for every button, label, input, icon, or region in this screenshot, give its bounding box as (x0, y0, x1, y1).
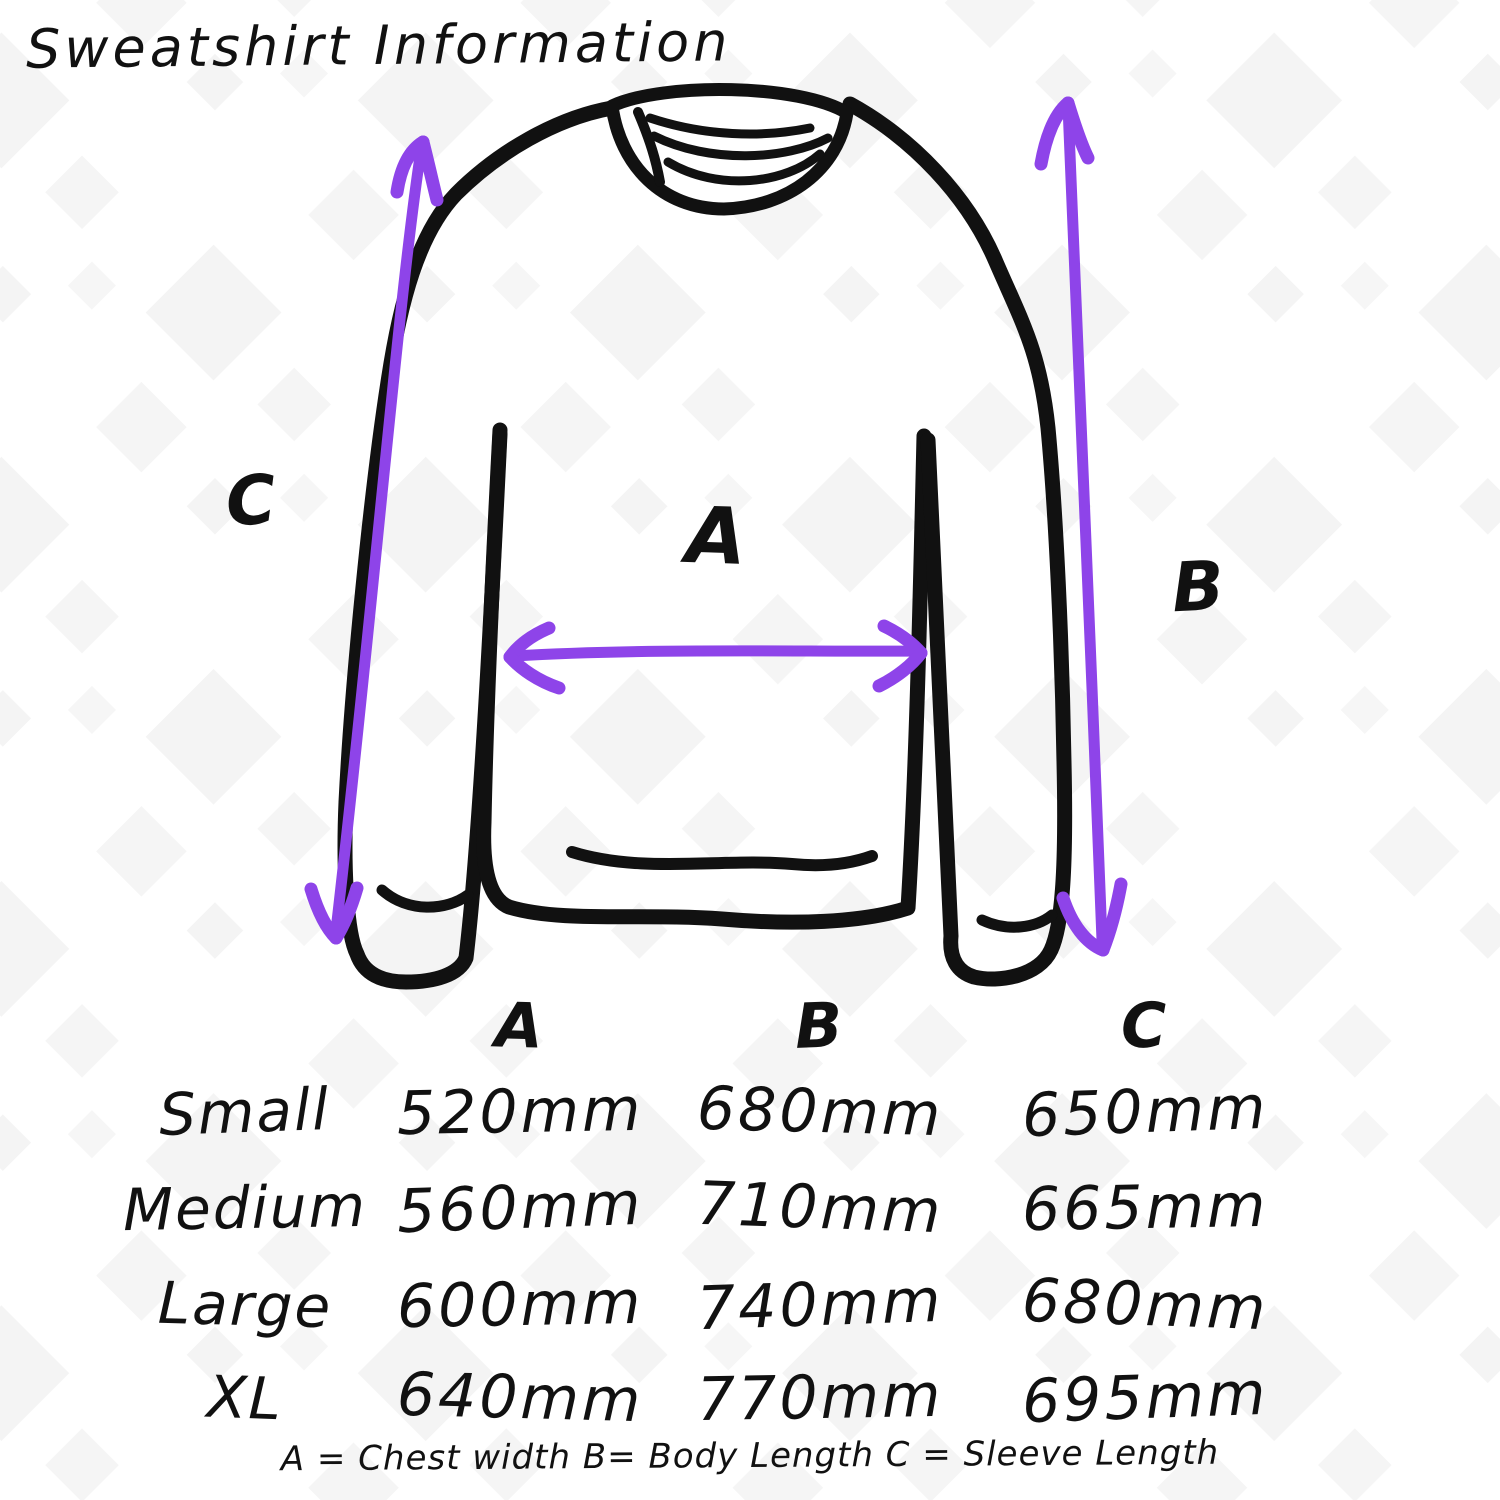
value-a: 640mm (395, 1359, 645, 1437)
table-row-small (60, 1062, 1270, 1162)
value-b: 710mm (695, 1168, 945, 1248)
size-label: XL (205, 1362, 285, 1434)
value-b: 770mm (696, 1360, 944, 1436)
table-header-c: C (1120, 988, 1170, 1062)
size-label: Medium (122, 1171, 368, 1245)
value-c: 650mm (1020, 1072, 1270, 1152)
page-title: Sweatshirt Information (25, 10, 732, 81)
value-c: 665mm (1021, 1170, 1269, 1246)
table-header-a: A (494, 987, 546, 1063)
value-b: 680mm (695, 1073, 945, 1151)
right-cuff-line (982, 915, 1052, 927)
table-row-large (60, 1255, 1270, 1355)
value-c: 695mm (1020, 1358, 1270, 1438)
body-length-label: B (1169, 546, 1228, 629)
size-label: Small (158, 1075, 332, 1149)
sleeve-length-label: C (223, 460, 281, 543)
value-b: 740mm (695, 1265, 945, 1345)
chest-width-arrow (510, 626, 921, 688)
size-label: Large (157, 1268, 333, 1342)
chest-width-label: A (684, 490, 750, 584)
value-a: 560mm (395, 1168, 645, 1248)
size-table-header (60, 985, 1260, 1065)
right-sleeve-outline (850, 104, 1065, 979)
table-header-b: B (794, 987, 846, 1063)
left-cuff-line (382, 890, 468, 907)
value-c: 680mm (1020, 1265, 1270, 1345)
value-a: 520mm (396, 1074, 644, 1150)
value-a: 600mm (396, 1267, 644, 1343)
measurement-legend: A = Chest width B= Body Length C = Sleeve Length (280, 1432, 1220, 1480)
hem-band-line (572, 852, 872, 865)
table-row-medium (60, 1158, 1269, 1258)
